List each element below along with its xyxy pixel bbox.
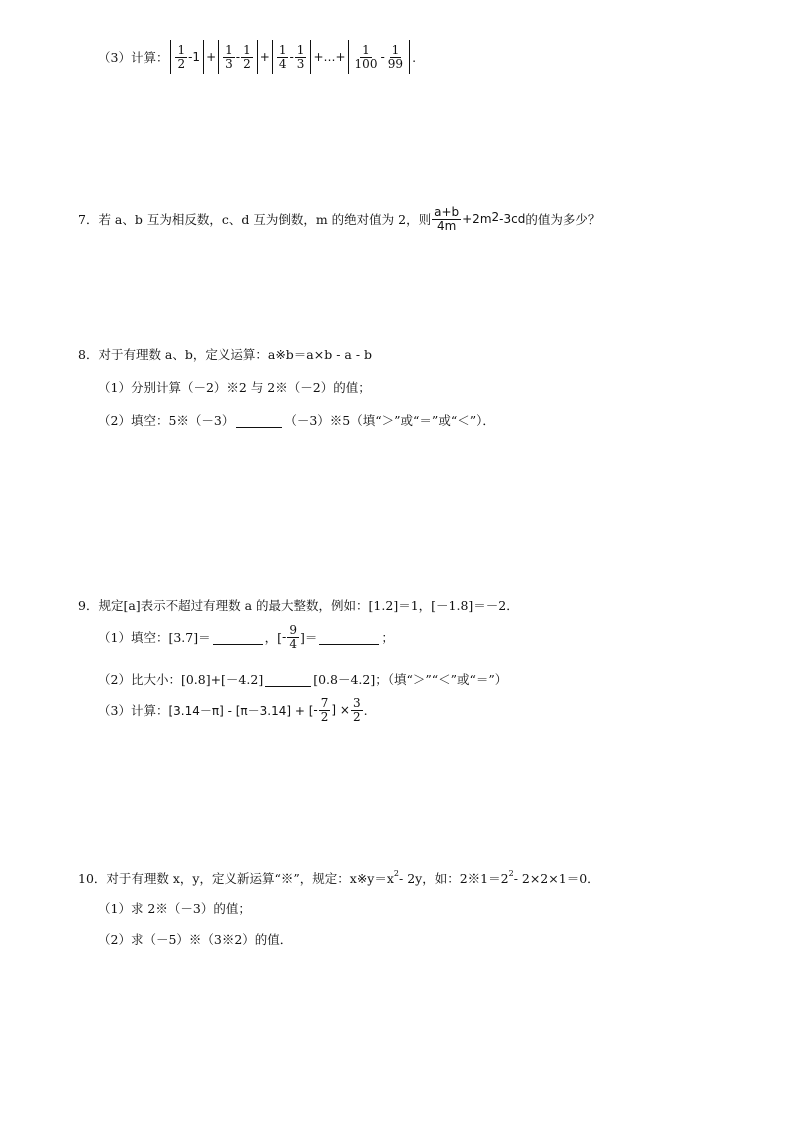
- q7-fraction: $\frac{a+b}{4m}$: [434, 205, 460, 233]
- answer-blank[interactable]: [319, 630, 379, 645]
- fraction: $\frac{9}{4}$: [289, 623, 297, 651]
- q8-part2: （2）填空：5※（－3） （－3）※5（填“＞”或“＝”或“＜”）．: [98, 413, 495, 428]
- fraction: $\frac{1}{3}$: [296, 42, 305, 71]
- q6-part3: （3）计算： $\frac{1}{2}$ -1 + $\frac{1}{3}$ - $\frac{1}{2}$ + $\frac{1}{4}$ - $\frac{1}{3}$ +…+ $\frac{1}{100}$ - $\frac{1}{99}$ .: [98, 40, 416, 74]
- answer-blank[interactable]: [213, 630, 263, 645]
- abs-term-3: $\frac{1}{4}$ - $\frac{1}{3}$: [272, 40, 312, 74]
- fraction: $\frac{3}{2}$: [352, 696, 361, 724]
- answer-blank[interactable]: [265, 672, 311, 687]
- fraction: $\frac{1}{100}$: [354, 42, 378, 71]
- q10-stem: 10．对于有理数 x，y，定义新运算“※”，规定：x※y＝x $^2$ - 2y，如：2※1＝2 $^2$ - 2×2×1＝0．: [78, 869, 600, 886]
- answer-blank[interactable]: [236, 413, 282, 428]
- abs-term-4: $\frac{1}{100}$ - $\frac{1}{99}$: [348, 40, 411, 74]
- q8-stem: 8．对于有理数 a、b，定义运算：a※b＝a×b - a - b: [78, 347, 373, 362]
- q9-part3: （3）计算： [3.14－π] - [π－3.14] + [ - $\frac{7}{2}$ ] × $\frac{3}{2}$ .: [98, 696, 368, 724]
- q9-stem: 9．规定[a]表示不超过有理数 a 的最大整数，例如：[1.2]＝1，[－1.8]＝－2．: [78, 598, 519, 613]
- q9-part2: （2）比大小：[0.8]+[－4.2] [0.8－4.2]；（填“＞”“＜”或“＝”）: [98, 672, 508, 687]
- q10-part2: （2）求（－5）※（3※2）的值．: [98, 932, 293, 947]
- fraction: $\frac{1}{2}$: [177, 42, 186, 71]
- abs-term-1: $\frac{1}{2}$ -1: [170, 40, 204, 74]
- q7-text: 7．若 a、b 互为相反数，c、d 互为倒数，m 的绝对值为 2，则: [78, 212, 432, 228]
- fraction: $\frac{1}{2}$: [243, 42, 251, 71]
- q9-part1: （1）填空：[3.7]＝ ，[ - $\frac{9}{4}$ ]＝ ；: [98, 623, 394, 651]
- q7: 7．若 a、b 互为相反数，c、d 互为倒数，m 的绝对值为 2，则 $\frac{a+b}{4m}$ +2m 2 -3cd 的值为多少？: [78, 205, 601, 233]
- q6-part3-label: （3）计算：: [98, 50, 169, 65]
- q10-part1: （1）求 2※（－3）的值；: [98, 901, 251, 916]
- fraction: $\frac{1}{99}$: [387, 42, 404, 71]
- fraction: $\frac{1}{3}$: [225, 42, 233, 71]
- abs-term-2: $\frac{1}{3}$ - $\frac{1}{2}$: [218, 40, 258, 74]
- fraction: $\frac{7}{2}$: [320, 696, 329, 724]
- q8-part1: （1）分别计算（－2）※2 与 2※（－2）的值；: [98, 380, 371, 395]
- fraction: $\frac{1}{4}$: [278, 42, 287, 71]
